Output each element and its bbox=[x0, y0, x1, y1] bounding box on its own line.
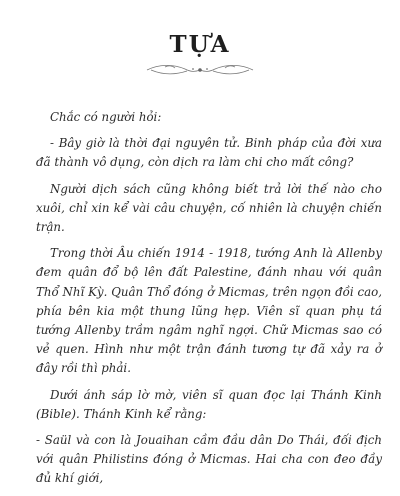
paragraph: Chắc có người hỏi: bbox=[50, 110, 162, 124]
page-title: TỰA bbox=[169, 31, 231, 58]
paragraph: - Saül và con là Jouaihan cầm đầu dân Do Thái, đối địch với quân Philistins đóng ở Micmas. Hai cha con đeo đầy đủ khí giới, bbox=[36, 433, 382, 486]
paragraph: Dưới ánh sáp lờ mờ, viên sĩ quan đọc lại Thánh Kinh (Bible). Thánh Kinh kể rằng: bbox=[36, 387, 382, 421]
paragraph: - Bây giờ là thời đại nguyên tử. Binh pháp của đời xưa đã thành vô dụng, còn dịch ra làm chi cho mất công? bbox=[36, 136, 382, 170]
body-text bbox=[36, 108, 382, 496]
decorative-flourish-icon bbox=[145, 63, 255, 77]
paragraph: Trong thời Âu chiến 1914 - 1918, tướng Anh là Allenby đem quân đổ bộ lên đất Palestine, đánh nhau với quân Thổ Nhĩ Kỳ. Quân Thổ đóng ở Micmas, trên ngọn đồi cao, phía bên kia một thung lũng hẹp. Viên sĩ quan phụ tá tướng Allenby trầm ngâm nghĩ ngợi. Chữ Micmas sao có vẻ quen. Hình như một trận đánh tương tự đã xảy ra ở đây rồi thì phải. bbox=[36, 246, 382, 376]
paragraph: Người dịch sách cũng không biết trả lời thế nào cho xuôi, chỉ xin kể vài câu chuyện, cố nhiên là chuyện chiến trận. bbox=[36, 181, 382, 235]
